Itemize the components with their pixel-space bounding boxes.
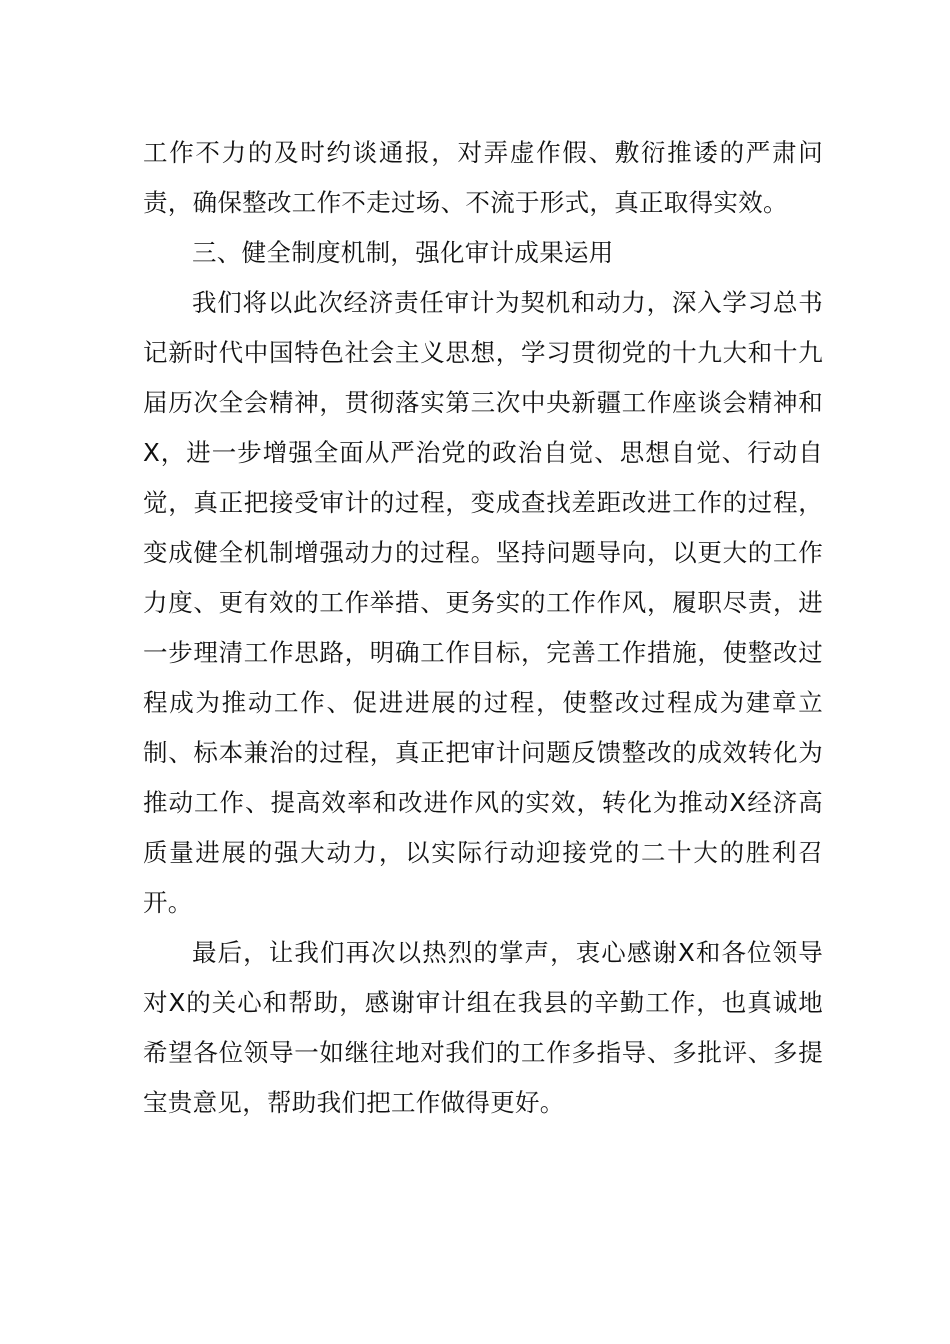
paragraph-continuation: 工作不力的及时约谈通报，对弄虚作假、敷衍推诿的严肃问责，确保整改工作不走过场、不流于形式，真正取得实效。 bbox=[143, 138, 823, 217]
paragraph-main: 我们将以此次经济责任审计为契机和动力，深入学习总书记新时代中国特色社会主义思想，学习贯彻党的十九大和十九届历次全会精神，贯彻落实第三次中央新疆工作座谈会精神和X，进一步增强全面从严治党的政治自觉、思想自觉、行动自觉，真正把接受审计的过程，变成查找差距改进工作的过程，变成健全机制增强动力的过程。坚持问题导向，以更大的工作力度、更有效的工作举措、更务实的工作作风，履职尽责，进一步理清工作思路，明确工作目标，完善工作措施，使整改过程成为推动工作、促进进展的过程，使整改过程成为建章立制、标本兼治的过程，真正把审计问题反馈整改的成效转化为推动工作、提高效率和改进作风的实效，转化为推动X经济高质量进展的强大动力，以实际行动迎接党的二十大的胜利召开。 bbox=[143, 288, 823, 917]
document-body bbox=[143, 128, 823, 1128]
paragraph-closing: 最后，让我们再次以热烈的掌声，衷心感谢X和各位领导对X的关心和帮助，感谢审计组在我县的辛勤工作，也真诚地希望各位领导一如继往地对我们的工作多指导、多批评、多提宝贵意见，帮助我们把工作做得更好。 bbox=[143, 938, 823, 1117]
section-heading: 三、健全制度机制，强化审计成果运用 bbox=[192, 238, 614, 267]
